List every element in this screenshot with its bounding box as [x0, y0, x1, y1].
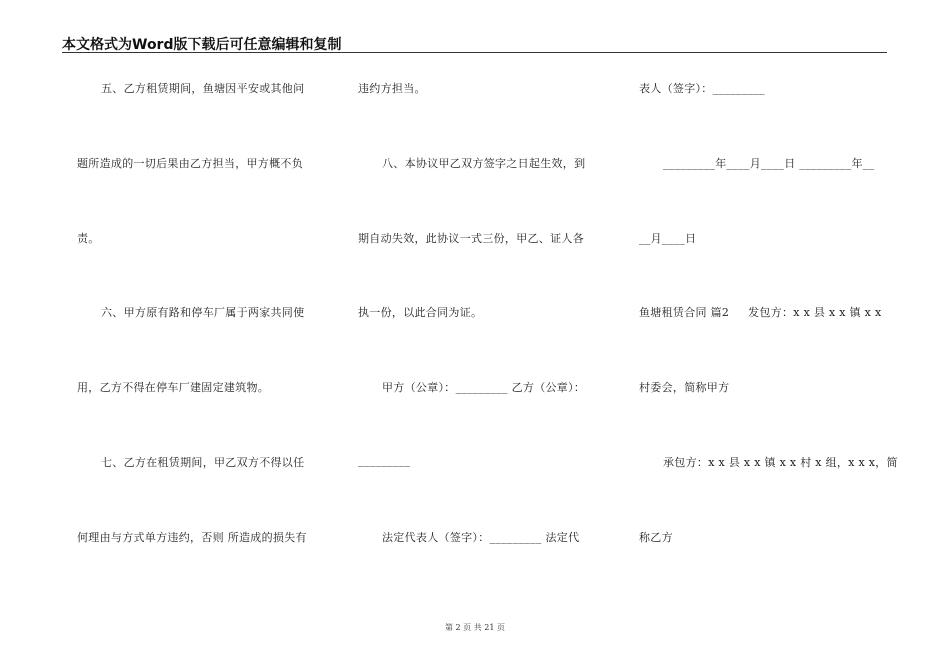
text-line: 村委会，简称甲方: [639, 381, 730, 394]
text-line: 执一份，以此合同为证。: [358, 306, 483, 319]
text-line: 责。: [77, 232, 100, 245]
text-line: 题所造成的一切后果由乙方担当，甲方概不负: [77, 157, 303, 170]
text-line: 五、乙方租赁期间，鱼塘因平安或其他问: [101, 82, 305, 95]
text-line: 承包方：x x 县 x x 镇 x x 村 x 组，x x x，简: [663, 456, 898, 469]
text-line: 称乙方: [639, 531, 673, 544]
document-header-title: 本文格式为Word版下载后可任意编辑和复制: [62, 37, 342, 53]
text-line: 何理由与方式单方违约，否则 所造成的损失有: [77, 531, 307, 544]
text-line: _________: [358, 454, 411, 467]
text-line: 甲方（公章）：_________ 乙方（公章）：: [382, 381, 586, 394]
text-line: 表人（签字）：_________: [639, 82, 765, 95]
text-line: _________年____月____日 _________年__: [663, 157, 875, 170]
text-line: 八、本协议甲乙双方签字之日起生效，到: [382, 157, 586, 170]
header-divider: [62, 52, 887, 53]
text-line: 法定代表人（签字）：_________ 法定代: [382, 531, 580, 544]
text-line: 违约方担当。: [358, 82, 426, 95]
text-line: __月____日: [639, 232, 697, 245]
text-line: 期自动失效，此协议一式三份，甲乙、证人各: [358, 232, 584, 245]
text-line: 七、乙方在租赁期间，甲乙双方不得以任: [101, 456, 305, 469]
page-number: 第 2 页 共 21 页: [445, 623, 505, 632]
text-line: 鱼塘租赁合同 篇2 发包方：x x 县 x x 镇 x x: [639, 306, 882, 319]
text-line: 用，乙方不得在停车厂建固定建筑物。: [77, 381, 270, 394]
text-line: 六、甲方原有路和停车厂属于两家共同使: [101, 306, 305, 319]
